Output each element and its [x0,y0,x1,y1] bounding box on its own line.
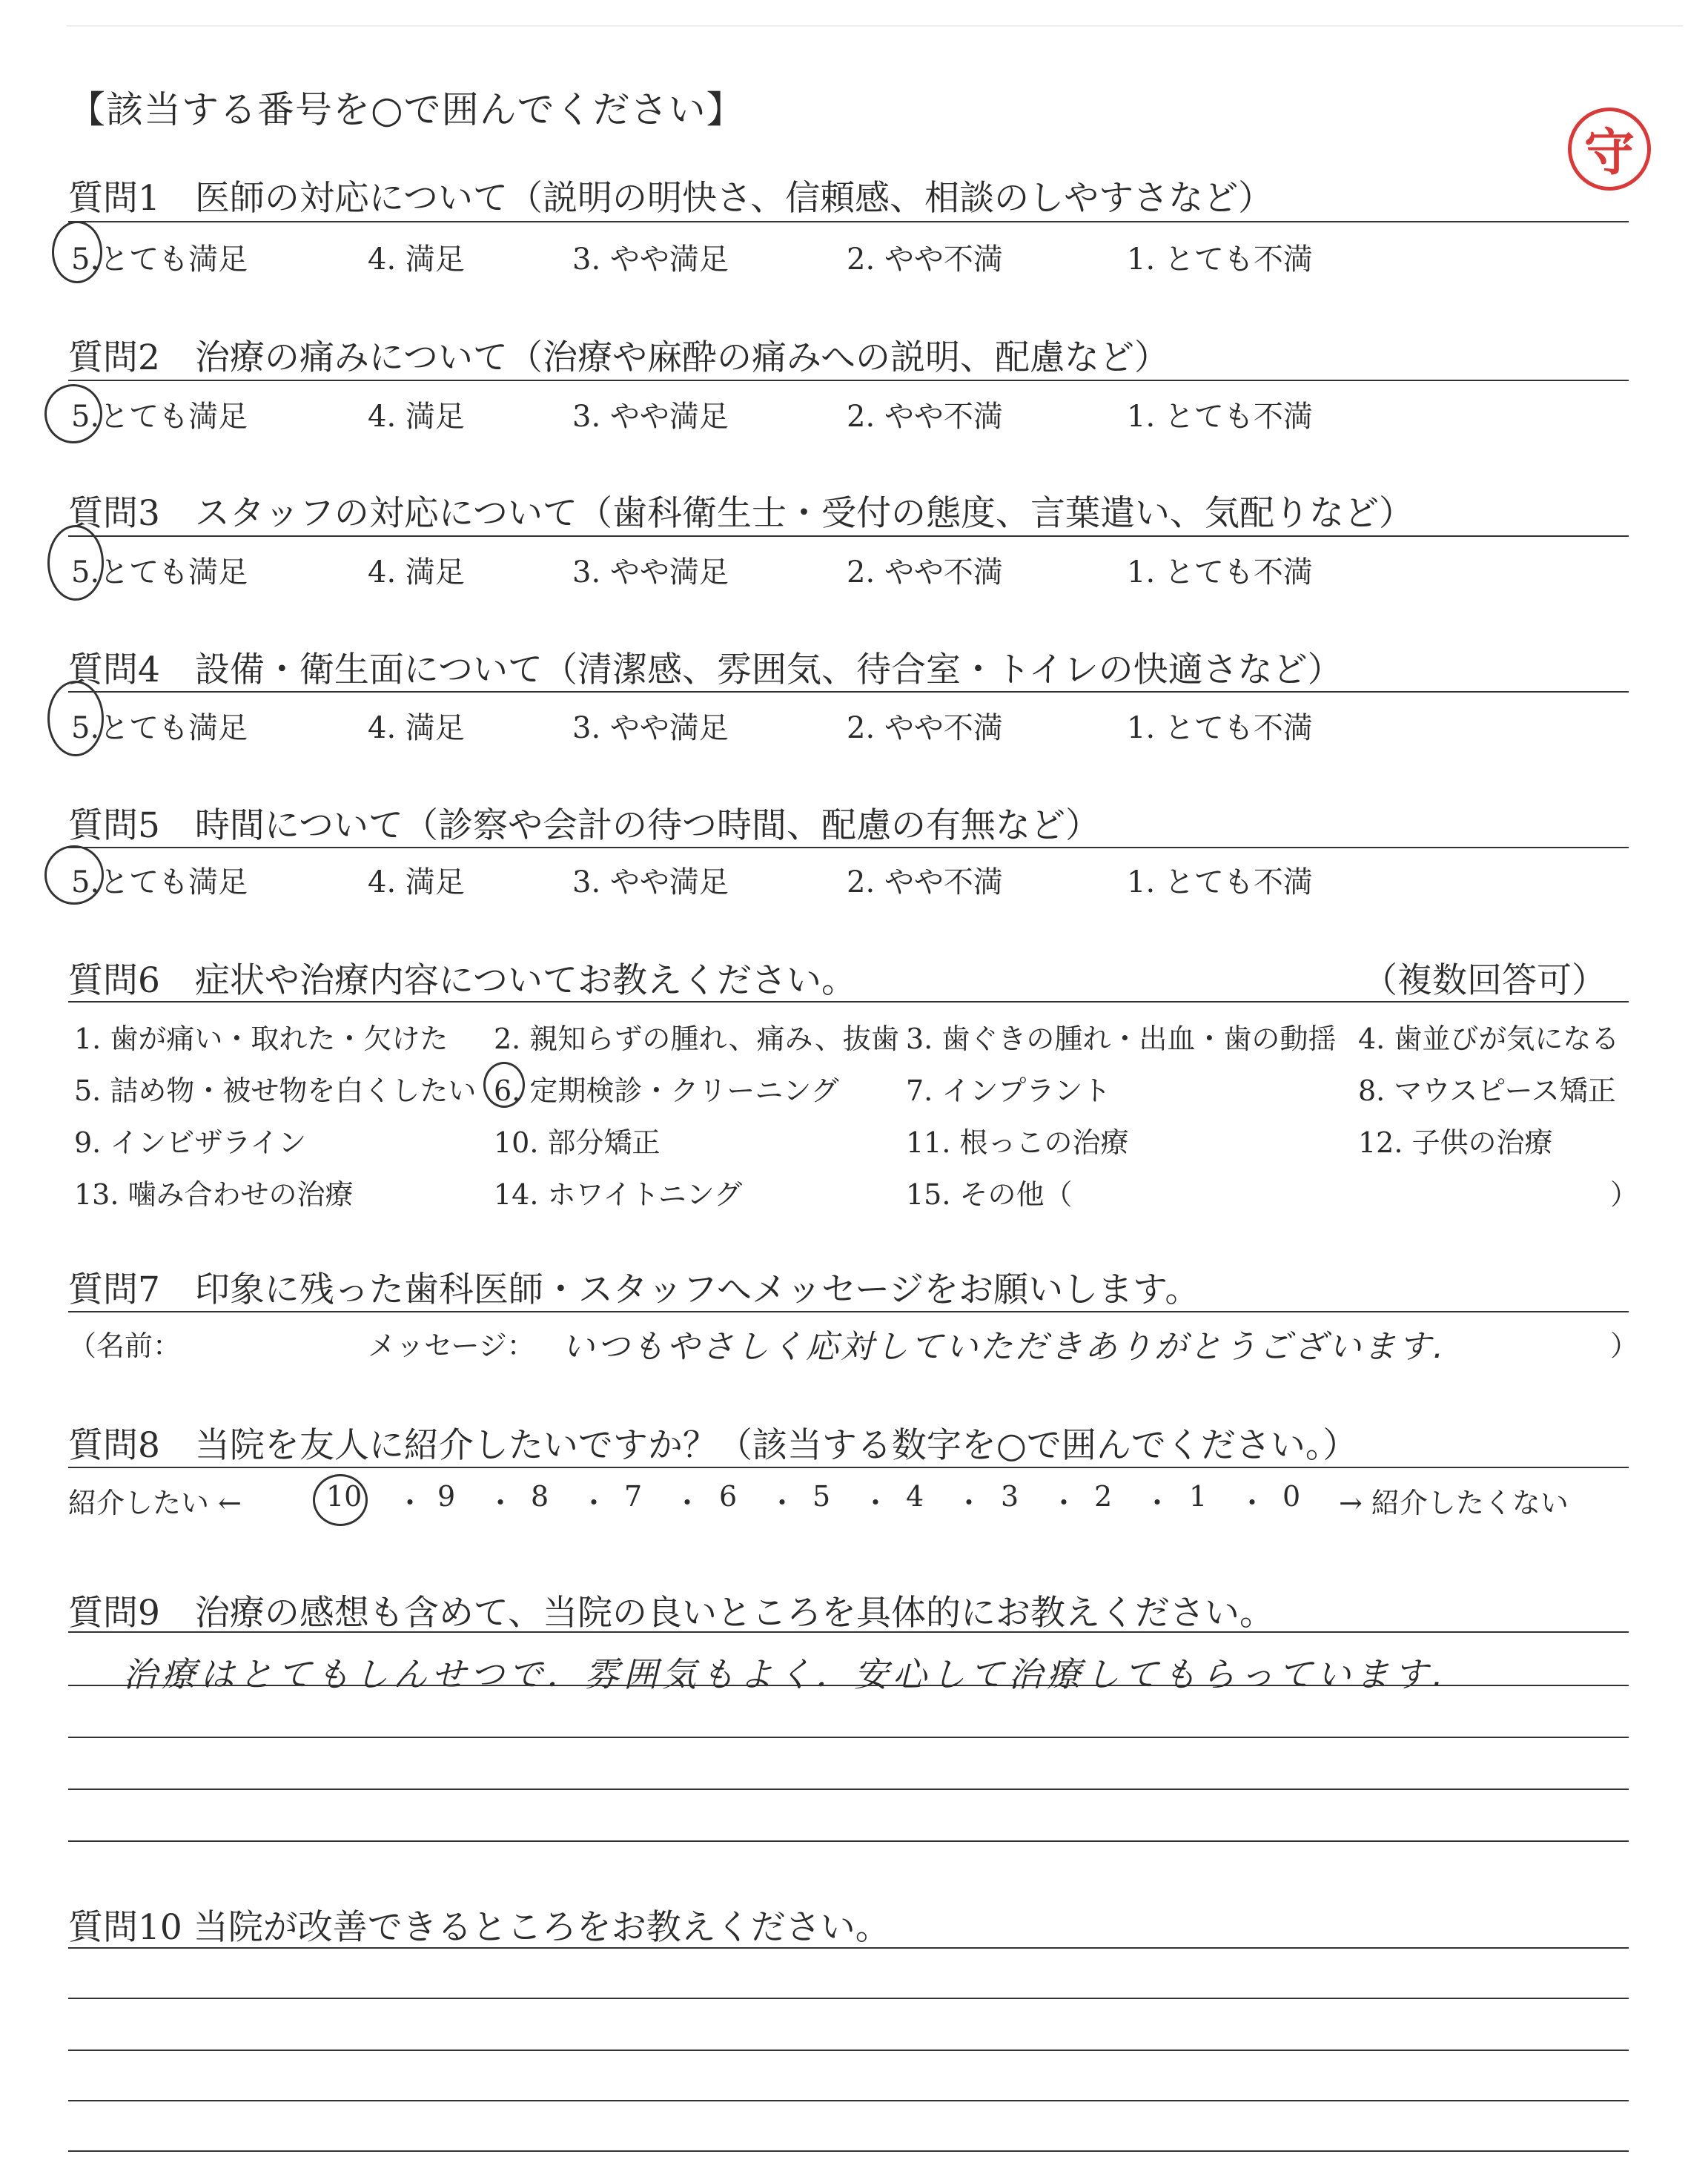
q6-item-2[interactable]: 2. 親知らずの腫れ、痛み、抜歯 [494,1023,899,1055]
q10-rule-3 [68,2050,1629,2051]
q8-scale-0[interactable]: 0 [1282,1480,1301,1513]
q8-dot: ・ [486,1487,515,1519]
q8-scale-7[interactable]: 7 [624,1480,643,1513]
q1-option-3[interactable]: 3. やや満足 [572,242,729,277]
q6-item-10[interactable]: 10. 部分矯正 [494,1126,661,1159]
q5-rule [68,847,1629,848]
q8-scale-2[interactable]: 2 [1094,1480,1113,1513]
q2-option-2[interactable]: 2. やや不満 [847,400,1003,434]
q5-option-4[interactable]: 4. 満足 [368,865,465,899]
q2-title: 質問2 治療の痛みについて（治療や麻酔の痛みへの説明、配慮など） [68,337,1170,378]
q6-title: 質問6 症状や治療内容についてお教えください。 [68,960,856,1001]
q6-item-15[interactable]: 15. その他（ [906,1178,1073,1211]
q8-dot: ・ [1238,1487,1267,1519]
q8-scale-6[interactable]: 6 [719,1480,738,1513]
q6-rule [68,1001,1629,1003]
q4-rule [68,691,1629,693]
q1-option-1[interactable]: 1. とても不満 [1127,242,1313,277]
q3-option-4[interactable]: 4. 満足 [368,555,465,589]
q8-rule [68,1467,1629,1468]
q8-scale-1[interactable]: 1 [1189,1480,1208,1513]
q8-scale-3[interactable]: 3 [1001,1480,1019,1513]
q9-answer-handwritten: 治療はとてもしんせつで．雰囲気もよく．安心して治療してもらっています. [123,1654,1448,1694]
q5-option-3[interactable]: 3. やや満足 [572,865,729,899]
q8-dot: ・ [1050,1487,1079,1519]
q4-option-4[interactable]: 4. 満足 [368,711,465,745]
q7-message-label: メッセージ： [368,1330,535,1362]
q3-rule [68,535,1629,537]
q5-option-5[interactable]: 5.とても満足 [71,865,248,899]
q8-scale-4[interactable]: 4 [906,1480,924,1513]
q5-option-1[interactable]: 1. とても不満 [1127,865,1313,899]
q10-rule-4 [68,2100,1629,2101]
q5-option-2[interactable]: 2. やや不満 [847,865,1003,899]
q3-option-1[interactable]: 1. とても不満 [1127,555,1313,589]
q10-rule-5 [68,2150,1629,2152]
q8-scale-8[interactable]: 8 [531,1480,549,1513]
q8-scale-5[interactable]: 5 [812,1480,831,1513]
q8-dot: ・ [955,1487,984,1519]
seal-stamp: 守 [1568,108,1651,191]
q4-option-1[interactable]: 1. とても不満 [1127,711,1313,745]
q9-title: 質問9 治療の感想も含めて、当院の良いところを具体的にお教えください。 [68,1593,1274,1634]
q3-option-5[interactable]: 5.とても満足 [71,555,248,589]
q9-rule-3 [68,1737,1629,1738]
q8-right-label: → 紹介したくない [1339,1487,1569,1519]
q2-option-5[interactable]: 5.とても満足 [71,400,248,434]
q7-close: ） [1610,1330,1639,1362]
q2-rule [68,380,1629,381]
q7-rule [68,1311,1629,1312]
q8-left-label: 紹介したい ← [68,1487,242,1519]
q9-rule-1 [68,1631,1629,1633]
q6-item-7[interactable]: 7. インプラント [906,1074,1111,1107]
q10-rule-2 [68,1998,1629,1999]
q1-rule [68,221,1629,222]
q9-rule-5 [68,1840,1629,1842]
q6-item-11[interactable]: 11. 根っこの治療 [906,1126,1129,1159]
q4-option-5[interactable]: 5.とても満足 [71,711,248,745]
q2-option-4[interactable]: 4. 満足 [368,400,465,434]
q8-dot: ・ [396,1487,425,1519]
q3-option-2[interactable]: 2. やや不満 [847,555,1003,589]
q2-option-3[interactable]: 3. やや満足 [572,400,729,434]
q6-item-3[interactable]: 3. 歯ぐきの腫れ・出血・歯の動揺 [906,1023,1337,1055]
q8-scale-9[interactable]: 9 [437,1480,456,1513]
q10-rule-1 [68,1947,1629,1949]
q8-dot: ・ [861,1487,890,1519]
q8-dot: ・ [768,1487,797,1519]
q6-item-13[interactable]: 13. 噛み合わせの治療 [74,1178,354,1211]
page-heading: 【該当する番号を○で囲んでください】 [68,88,744,131]
q6-other-close: ） [1610,1178,1639,1211]
q6-note: （複数回答可） [1363,960,1606,1001]
q8-scale-10[interactable]: 10 [326,1480,363,1513]
q6-item-4[interactable]: 4. 歯並びが気になる [1358,1023,1620,1055]
q8-dot: ・ [580,1487,609,1519]
q6-item-14[interactable]: 14. ホワイトニング [494,1178,743,1211]
q8-dot: ・ [673,1487,702,1519]
q5-title: 質問5 時間について（診察や会計の待つ時間、配慮の有無など） [68,805,1100,846]
q9-rule-2 [68,1685,1629,1686]
q1-option-2[interactable]: 2. やや不満 [847,242,1003,277]
q10-title: 質問10 当院が改善できるところをお教えください。 [68,1907,890,1948]
q8-title: 質問8 当院を友人に紹介したいですか？（該当する数字を○で囲んでください。） [68,1425,1358,1466]
q6-item-12[interactable]: 12. 子供の治療 [1358,1126,1553,1159]
q1-option-5[interactable]: 5.とても満足 [71,242,248,277]
scan-top-edge [67,25,1683,27]
q6-item-6[interactable]: 6. 定期検診・クリーニング [494,1074,839,1107]
q7-message-handwritten: いつもやさしく応対していただきありがとうございます. [562,1328,1446,1366]
q4-option-3[interactable]: 3. やや満足 [572,711,729,745]
q4-title: 質問4 設備・衛生面について（清潔感、雰囲気、待合室・トイレの快適さなど） [68,650,1343,690]
q6-item-9[interactable]: 9. インビザライン [74,1126,307,1159]
q3-title: 質問3 スタッフの対応について（歯科衛生士・受付の態度、言葉遣い、気配りなど） [68,493,1414,534]
q6-item-1[interactable]: 1. 歯が痛い・取れた・欠けた [74,1023,448,1055]
q8-dot: ・ [1143,1487,1172,1519]
q9-rule-4 [68,1789,1629,1790]
q7-title: 質問7 印象に残った歯科医師・スタッフへメッセージをお願いします。 [68,1269,1200,1310]
q3-option-3[interactable]: 3. やや満足 [572,555,729,589]
q1-option-4[interactable]: 4. 満足 [368,242,465,277]
q7-name-label: （名前： [68,1330,182,1362]
q1-title: 質問1 医師の対応について（説明の明快さ、信頼感、相談のしやすさなど） [68,178,1274,219]
q6-item-8[interactable]: 8. マウスピース矯正 [1358,1074,1616,1107]
q2-option-1[interactable]: 1. とても不満 [1127,400,1313,434]
q6-item-5[interactable]: 5. 詰め物・被せ物を白くしたい [74,1074,477,1107]
q4-option-2[interactable]: 2. やや不満 [847,711,1003,745]
